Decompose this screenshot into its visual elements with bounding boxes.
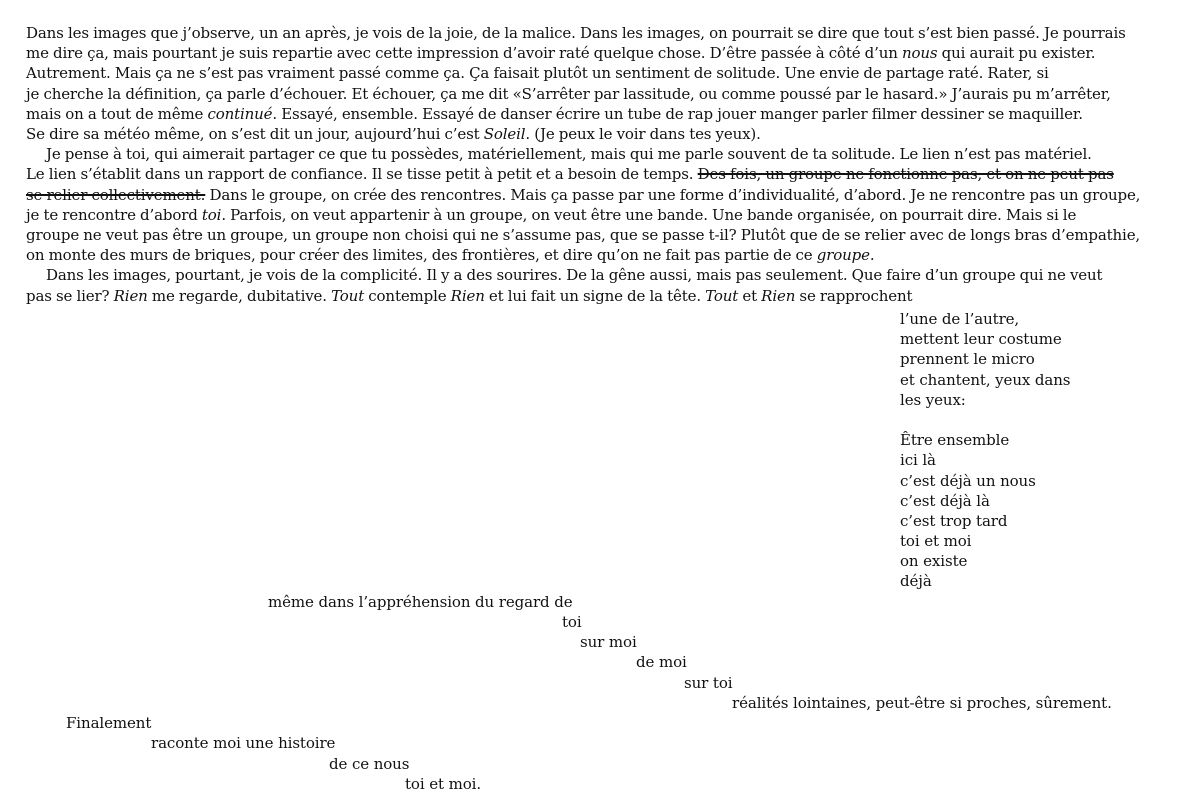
italic-word: Tout (331, 286, 365, 305)
text-line: Dans les images, pourtant, je vois de la complicité. Il y a des sourires. De la gêne aussi, mais pas seulement. Que faire d’un groupe qui ne veut (46, 266, 1103, 285)
poem-line: c’est trop tard (900, 511, 1008, 530)
text-line: . Essayé, ensemble. Essayé de danser écrire un tube de rap jouer manger parler filmer dessiner se maquiller. (272, 104, 1083, 123)
paragraph-1 (26, 23, 1146, 144)
poem-line: prennent le micro (900, 350, 1035, 369)
text-line: Se dire sa météo même, on s’est dit un jour, aujourd’hui c’est (26, 125, 484, 144)
stanza-gap (900, 410, 1070, 430)
italic-word: Rien (113, 286, 148, 305)
italic-word: continué (207, 104, 273, 123)
paragraph-2 (26, 144, 1146, 265)
poem-line: mettent leur costume (900, 330, 1062, 349)
prose-block (26, 23, 1146, 306)
text-line: contemple (364, 286, 451, 305)
italic-word: nous (902, 44, 938, 63)
italic-word: Rien (761, 286, 796, 305)
stair-line: de moi (636, 653, 687, 671)
text-line: . Parfois, on veut appartenir à un groupe, on veut être une bande. Une bande organisée, on pourrait dire. Mais si le (221, 205, 1077, 224)
text-line: pas se lier? (26, 286, 114, 305)
italic-word: Rien (450, 286, 485, 305)
text-line: . (Je peux le voir dans tes yeux). (525, 125, 761, 144)
poem-line: Être ensemble (900, 431, 1010, 450)
text-line: me regarde, dubitative. (147, 286, 332, 305)
poem-line: déjà (900, 572, 932, 591)
text-line: groupe ne veut pas être un groupe, un groupe non choisi qui ne s’assume pas, que se passe t-il? Plutôt que de se relier avec de longs bras d’empathie, (26, 226, 1141, 245)
poem-line: ici là (900, 451, 936, 470)
poem-line: les yeux: (900, 390, 966, 409)
ending-line: raconte moi une histoire (151, 734, 336, 752)
italic-word: groupe (816, 246, 870, 265)
italic-word: Soleil (483, 125, 526, 144)
poem-line: et chantent, yeux dans (900, 370, 1071, 389)
text-line: Le lien s’établit dans un rapport de confiance. Il se tisse petit à petit et a besoin de temps. (26, 165, 698, 184)
italic-word: Tout (705, 286, 739, 305)
text-line: me dire ça, mais pourtant je suis repartie avec cette impression d’avoir raté quelque chose. D’être passée à côté d’un (26, 44, 902, 63)
stair-line: réalités lointaines, peut-être si proches, sûrement. (732, 694, 1112, 712)
text-line: et (738, 286, 762, 305)
text-line: se rapprochent (795, 286, 913, 305)
text-line: et lui fait un signe de la tête. (484, 286, 706, 305)
stair-line: toi (562, 613, 582, 631)
stair-line: sur moi (580, 633, 637, 651)
ending-line: Finalement (66, 714, 152, 732)
poem-column (900, 309, 1070, 592)
ending-line: toi et moi. (405, 775, 482, 793)
italic-word: toi (201, 205, 222, 224)
text-line: mais on a tout de même (26, 104, 208, 123)
text-line: Je pense à toi, qui aimerait partager ce que tu possèdes, matériellement, mais qui me parle souvent de ta solitude. Le lien n’est pas matériel. (46, 145, 1092, 164)
paragraph-3 (26, 265, 1146, 305)
text-line: Dans les images que j’observe, un an après, je vois de la joie, de la malice. Dans les images, on pourrait se dire que tout s’est bien passé. Je pourrais (26, 24, 1126, 42)
ending-line: de ce nous (329, 755, 410, 773)
struck-text: se relier collectivement. (26, 185, 206, 204)
poem-line: c’est déjà là (900, 491, 990, 510)
text-line: Dans le groupe, on crée des rencontres. Mais ça passe par une forme d’individualité, d’abord. Je ne rencontre pas un groupe, (205, 185, 1141, 204)
text-line: je cherche la définition, ça parle d’échouer. Et échouer, ça me dit «S’arrêter par lassitude, ou comme poussé par le hasard.» J’aurais pu m’arrêter, (26, 84, 1111, 103)
poem-line: on existe (900, 552, 968, 571)
stair-line: sur toi (684, 674, 733, 692)
struck-text: Des fois, un groupe ne fonctionne pas, et on ne peut pas (697, 165, 1114, 184)
poem-line: toi et moi (900, 532, 972, 551)
poem-line: c’est déjà un nous (900, 471, 1036, 490)
text-line: qui aurait pu exister. (937, 44, 1096, 63)
text-line: je te rencontre d’abord (26, 205, 202, 224)
stair-line: même dans l’appréhension du regard de (268, 593, 573, 611)
poem-line: l’une de l’autre, (900, 310, 1020, 328)
text-line: Autrement. Mais ça ne s’est pas vraiment passé comme ça. Ça faisait plutôt un sentiment de solitude. Une envie de partage raté. Rater, si (26, 64, 1049, 83)
text-line: on monte des murs de briques, pour créer des limites, des frontières, et dire qu’on ne fait pas partie de ce (26, 246, 817, 265)
text-line: . (869, 246, 875, 265)
